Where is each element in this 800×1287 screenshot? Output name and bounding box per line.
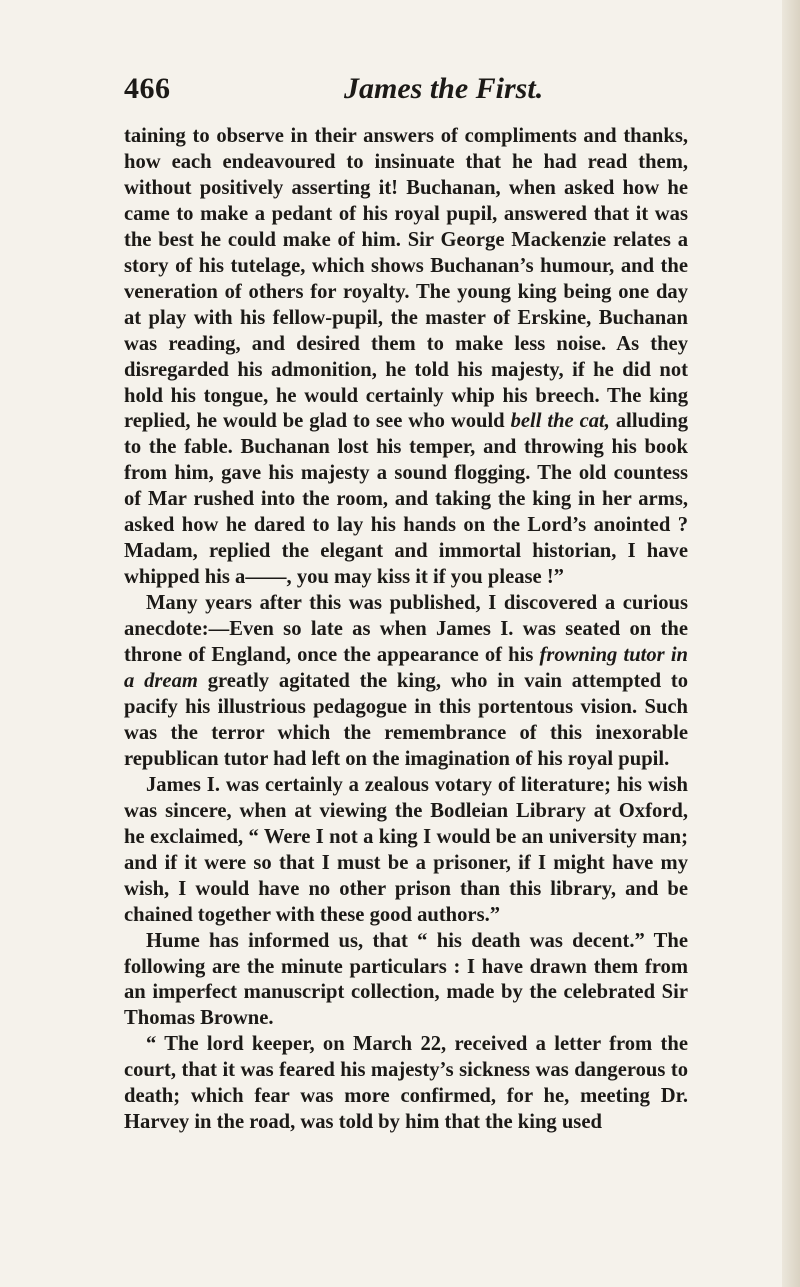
text-run: James I. was certainly a zealous votary of literature; his wish was sincere, when at viewing the Bodleian Library at Oxford, he exclaimed, “ Were I not a king I would be an university man; and if it were so that I must be a prisoner, if I might have my wish, I would have no other prison than this library, and be chained together with these good authors.” bbox=[124, 773, 688, 926]
page-edge bbox=[782, 0, 800, 1287]
paragraph bbox=[124, 929, 688, 1033]
paragraph bbox=[124, 591, 688, 773]
paragraph bbox=[124, 773, 688, 929]
page-header bbox=[124, 72, 684, 112]
italic-text: bell the cat, bbox=[510, 410, 610, 433]
text-run: Many years after this was published, I discovered a curious anecdote:—Even so late as when James I. was seated on the throne of England, once the appearance of his bbox=[124, 592, 688, 667]
paragraph bbox=[124, 1032, 688, 1136]
text-run: alluding to the fable. Buchanan lost his temper, and throwing his book from him, gave his majesty a sound flogging. The old countess of Mar rushed into the room, and taking the king in her arms, asked how he dared to lay his hands on the Lord’s anointed ? Madam, replied the elegant and immortal historian, I have whipped his a——, you may kiss it if you please !” bbox=[124, 410, 688, 589]
body-text bbox=[124, 124, 688, 1136]
page-number: 466 bbox=[124, 72, 171, 105]
text-run: Hume has informed us, that “ his death was decent.” The following are the minute particulars : I have drawn them from an imperfect manuscript collection, made by the celebrated Sir Thomas Browne. bbox=[124, 929, 688, 1030]
text-run: taining to observe in their answers of compliments and thanks, how each endeavoured to insinuate that he had read them, without positively asserting it! Buchanan, when asked how he came to make a pedant of his royal pupil, answered that it was the best he could make of him. Sir George Mackenzie relates a story of his tutelage, which shows Buchanan’s humour, and the veneration of others for royalty. The young king being one day at play with his fellow-pupil, the master of Erskine, Buchanan was reading, and desired them to make less noise. As they disregarded his admonition, he told his majesty, if he did not hold his tongue, he would certainly whip his breech. The king replied, he would be glad to see who would bbox=[124, 125, 688, 433]
running-title: James the First. bbox=[344, 72, 544, 105]
text-run: greatly agitated the king, who in vain attempted to pacify his illustrious pedagogue in this portentous vision. Such was the terror which the remembrance of this inexorable republican tutor had left on the imagination of his royal pupil. bbox=[124, 670, 688, 770]
italic-text: frowning tutor in a dream bbox=[124, 644, 689, 693]
text-run: “ The lord keeper, on March 22, received a letter from the court, that it was feared his majesty’s sickness was dangerous to death; which fear was more confirmed, for he, meeting Dr. Harvey in the road, was told by him that the king used bbox=[124, 1033, 688, 1134]
paragraph bbox=[124, 124, 688, 591]
